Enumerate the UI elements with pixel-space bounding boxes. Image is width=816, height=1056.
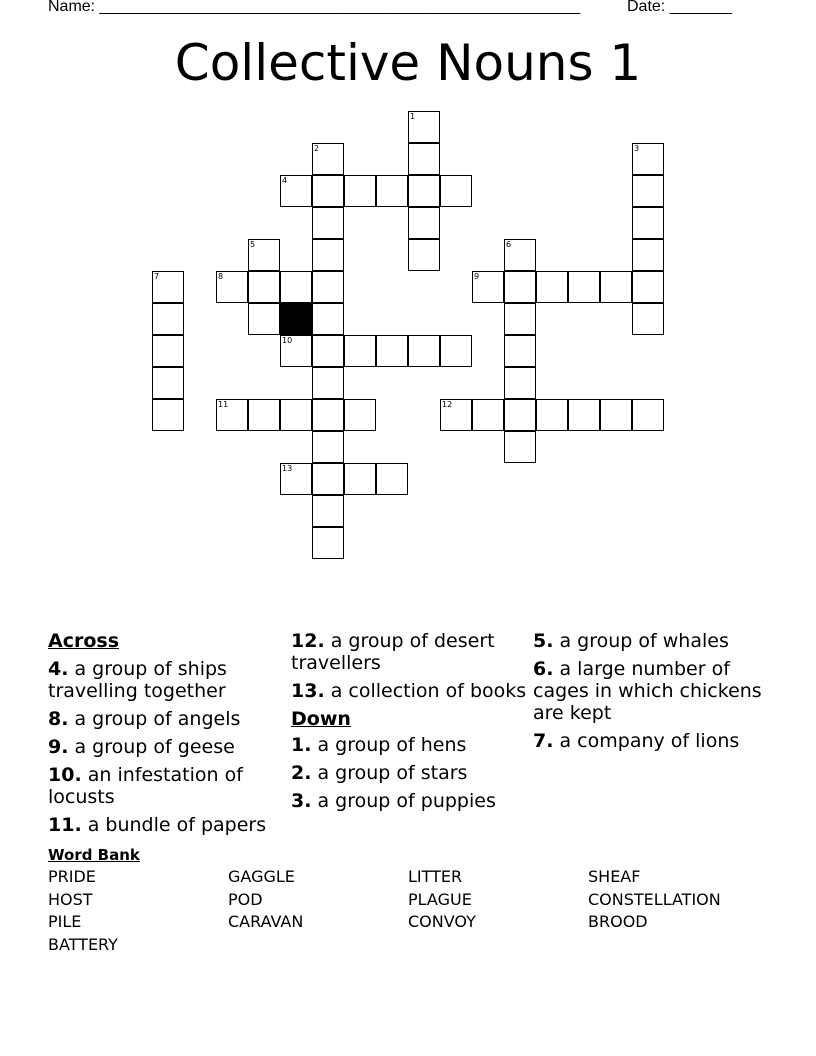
clue-number: 8 <box>218 272 224 281</box>
crossword-cell[interactable] <box>216 399 248 431</box>
clue-down-1: 1. a group of hens <box>291 734 467 756</box>
crossword-cell[interactable] <box>344 335 376 367</box>
crossword-cell[interactable] <box>504 367 536 399</box>
crossword-cell[interactable] <box>536 399 568 431</box>
crossword-cell[interactable] <box>312 367 344 399</box>
clue-across-8: 8. a group of angels <box>48 708 241 730</box>
clue-number: 1 <box>410 112 416 121</box>
word-bank-title: Word Bank <box>48 846 140 864</box>
crossword-cell[interactable] <box>376 463 408 495</box>
crossword-cell[interactable] <box>440 335 472 367</box>
clue-down-3: 3. a group of puppies <box>291 790 496 812</box>
crossword-cell[interactable] <box>600 399 632 431</box>
clue-down-2: 2. a group of stars <box>291 762 468 784</box>
clues-col3 <box>533 630 783 758</box>
crossword-cell[interactable] <box>504 271 536 303</box>
crossword-cell[interactable] <box>408 335 440 367</box>
down-heading: Down <box>291 708 351 730</box>
word-bank-item: CONSTELLATION <box>588 889 721 909</box>
clue-across-4: 4. a group of ships travelling together <box>48 658 227 702</box>
crossword-cell[interactable] <box>152 399 184 431</box>
crossword-cell[interactable] <box>312 335 344 367</box>
crossword-cell[interactable] <box>312 175 344 207</box>
clue-number: 12 <box>442 400 453 409</box>
clue-number: 2 <box>314 144 320 153</box>
clue-across-12: 12. a group of desert travellers <box>291 630 495 674</box>
clue-down-6: 6. a large number of cages in which chickens are kept <box>533 658 762 724</box>
word-bank-item: GAGGLE <box>228 867 295 886</box>
crossword-cell[interactable] <box>408 207 440 239</box>
word-bank-item: CARAVAN <box>228 912 304 931</box>
crossword-cell[interactable] <box>312 495 344 527</box>
crossword-cell[interactable] <box>600 271 632 303</box>
clue-across-10: 10. an infestation of locusts <box>48 764 243 808</box>
word-bank-item: PRIDE <box>48 867 96 886</box>
crossword-cell[interactable] <box>344 399 376 431</box>
crossword-cell[interactable] <box>632 303 664 335</box>
crossword-cell[interactable] <box>504 303 536 335</box>
crossword-cell[interactable] <box>408 111 440 143</box>
crossword-cell[interactable] <box>376 335 408 367</box>
crossword-cell[interactable] <box>312 271 344 303</box>
crossword-cell[interactable] <box>472 399 504 431</box>
crossword-cell[interactable] <box>504 431 536 463</box>
crossword-cell[interactable] <box>280 463 312 495</box>
clue-number: 6 <box>506 240 512 249</box>
word-bank-item: PLAGUE <box>408 889 472 909</box>
word-bank-item: CONVOY <box>408 912 476 931</box>
crossword-cell[interactable] <box>504 335 536 367</box>
crossword-cell[interactable] <box>344 175 376 207</box>
crossword-cell[interactable] <box>312 399 344 431</box>
clue-across-9: 9. a group of geese <box>48 736 235 758</box>
across-clues-col1 <box>48 630 284 842</box>
crossword-cell[interactable] <box>216 271 248 303</box>
crossword-cell[interactable] <box>312 303 344 335</box>
clue-number: 3 <box>634 144 640 153</box>
word-bank-item: HOST <box>48 889 93 909</box>
crossword-cell[interactable] <box>280 175 312 207</box>
crossword-cell[interactable] <box>312 239 344 271</box>
crossword-cell[interactable] <box>344 463 376 495</box>
word-bank-item: SHEAF <box>588 867 641 886</box>
crossword-cell[interactable] <box>152 271 184 303</box>
crossword-cell[interactable] <box>280 399 312 431</box>
crossword-cell[interactable] <box>312 463 344 495</box>
clue-across-11: 11. a bundle of papers <box>48 814 267 836</box>
crossword-cell[interactable] <box>312 143 344 175</box>
crossword-cell[interactable] <box>248 271 280 303</box>
crossword-cell[interactable] <box>632 271 664 303</box>
crossword-cell[interactable] <box>504 399 536 431</box>
clue-number: 7 <box>154 272 160 281</box>
crossword-cell[interactable] <box>472 271 504 303</box>
word-bank-item: BROOD <box>588 912 648 931</box>
clue-number: 13 <box>282 464 293 473</box>
crossword-black-cell <box>280 303 312 335</box>
page-title: Collective Nouns 1 <box>174 34 642 92</box>
crossword-cell[interactable] <box>440 399 472 431</box>
crossword-cell[interactable] <box>632 399 664 431</box>
clue-number: 11 <box>218 400 229 409</box>
word-bank-item: POD <box>228 889 263 909</box>
crossword-cell[interactable] <box>152 335 184 367</box>
across-heading: Across <box>48 630 120 652</box>
crossword-cell[interactable] <box>568 399 600 431</box>
clue-number: 4 <box>282 176 288 185</box>
crossword-cell[interactable] <box>408 143 440 175</box>
crossword-cell[interactable] <box>152 303 184 335</box>
date-field[interactable]: Date: _______ <box>627 0 732 15</box>
crossword-cell[interactable] <box>280 271 312 303</box>
crossword-cell[interactable] <box>408 175 440 207</box>
clue-number: 10 <box>282 336 293 345</box>
crossword-cell[interactable] <box>376 175 408 207</box>
crossword-cell[interactable] <box>632 239 664 271</box>
crossword-cell[interactable] <box>248 399 280 431</box>
crossword-cell[interactable] <box>312 527 344 559</box>
clue-number: 5 <box>250 240 256 249</box>
crossword-cell[interactable] <box>280 335 312 367</box>
word-bank <box>48 867 768 954</box>
word-bank-item: PILE <box>48 912 82 931</box>
clue-down-5: 5. a group of whales <box>533 630 729 652</box>
clue-down-7: 7. a company of lions <box>533 730 740 752</box>
word-bank-item: BATTERY <box>48 934 118 954</box>
crossword-cell[interactable] <box>408 239 440 271</box>
crossword-cell[interactable] <box>312 431 344 463</box>
word-bank-item: LITTER <box>408 867 463 886</box>
crossword-cell[interactable] <box>632 143 664 175</box>
crossword-cell[interactable] <box>312 207 344 239</box>
crossword-cell[interactable] <box>504 239 536 271</box>
clues-col2 <box>291 630 527 818</box>
crossword-cell[interactable] <box>440 175 472 207</box>
crossword-cell[interactable] <box>536 271 568 303</box>
crossword-cell[interactable] <box>152 367 184 399</box>
crossword-cell[interactable] <box>632 207 664 239</box>
crossword-cell[interactable] <box>632 175 664 207</box>
crossword-cell[interactable] <box>248 239 280 271</box>
name-field[interactable]: Name: ______________________________________________________ <box>48 0 581 15</box>
crossword-cell[interactable] <box>568 271 600 303</box>
crossword-cell[interactable] <box>248 303 280 335</box>
clue-across-13: 13. a collection of books <box>291 680 527 702</box>
clue-number: 9 <box>474 272 480 281</box>
